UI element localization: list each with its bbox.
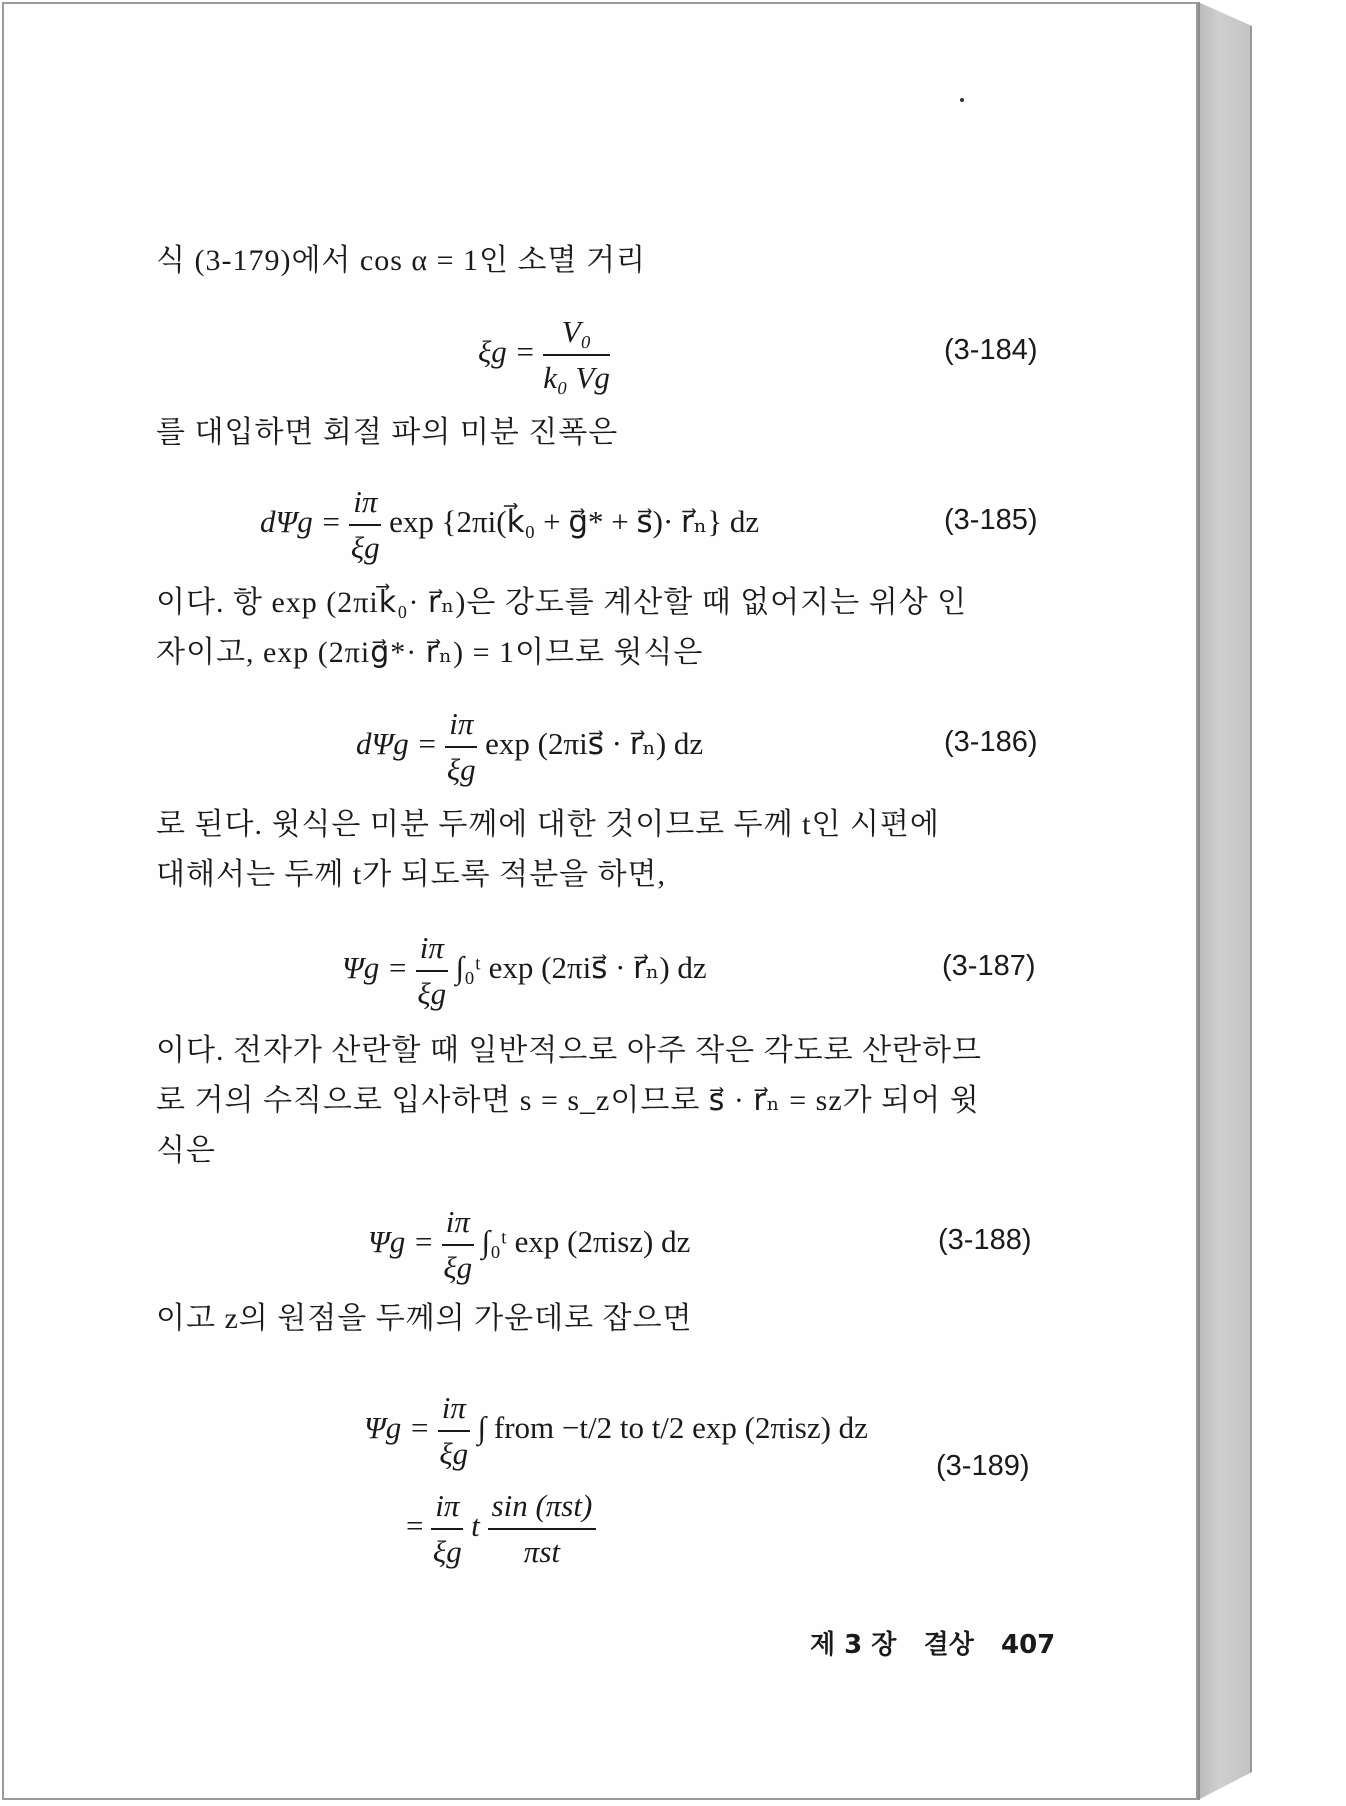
equation-factor: t [471,1508,480,1544]
fraction [543,312,610,398]
text-line: 대해서는 두께 t가 되도록 적분을 하면, [156,858,667,891]
numerator: iπ [438,1388,470,1432]
text-line: 식 (3-179)에서 cos α = 1인 소멸 거리 [156,244,646,277]
paragraph-1 [156,236,1042,286]
denominator: ξg [350,530,380,565]
fraction [445,704,477,790]
page-spine-line [1198,2,1200,1800]
text-line: 를 대입하면 회절 파의 미분 진폭은 [156,416,619,449]
chapter-title: 결상 [923,1630,974,1660]
equation-lhs: = [406,1508,424,1544]
fraction [349,482,381,568]
equation-lhs: Ψg = [342,950,408,986]
equation-rhs: exp (2πis⃗ · r⃗ₙ) dz [485,726,704,762]
equation-rhs: exp {2πi(k⃗₀ + g⃗* + s⃗)· r⃗ₙ} dz [389,504,760,540]
equation-3-185 [260,482,759,568]
equation-number: (3-189) [936,1450,1030,1482]
page-stack-edge [1198,2,1252,1800]
text-line: 식은 [156,1134,216,1167]
numerator: sin (πst) [488,1486,597,1530]
equation-3-189-line-2 [406,1486,596,1572]
numerator: iπ [349,482,381,526]
page-footer [810,1624,1055,1661]
equation-lhs: dΨg = [260,504,342,540]
equation-lhs: dΨg = [356,726,438,762]
equation-rhs: ∫₀ᵗ exp (2πisz) dz [481,1224,691,1260]
paragraph-4 [156,800,1042,900]
paragraph-3 [156,578,1042,678]
equation-rhs: ∫₀ᵗ exp (2πis⃗ · r⃗ₙ) dz [455,950,707,986]
text-line: 이고 z의 원점을 두께의 가운데로 잡으면 [156,1302,693,1335]
paragraph-6 [156,1294,1042,1344]
page-number: 407 [1000,1630,1056,1660]
text-line: 이다. 전자가 산란할 때 일반적으로 아주 작은 각도로 산란하므 [156,1034,982,1067]
numerator: iπ [445,704,477,748]
paragraph-5 [156,1026,1042,1176]
denominator: ξg [446,752,476,787]
text-line: 이다. 항 exp (2πik⃗₀· r⃗ₙ)은 강도를 계산할 때 없어지는 위상 인 [156,586,968,619]
equation-number: (3-187) [942,950,1036,982]
denominator: k₀ Vg [543,360,610,395]
fraction [438,1388,470,1474]
equation-3-189-line-1 [364,1388,868,1474]
text-line: 로 된다. 윗식은 미분 두께에 대한 것이므로 두께 t인 시편에 [156,808,940,841]
equation-lhs: ξg = [478,334,536,370]
equation-rhs: ∫ from −t/2 to t/2 exp (2πisz) dz [477,1410,868,1446]
equation-3-188 [368,1202,690,1288]
equation-number: (3-184) [944,334,1038,366]
text-line: 자이고, exp (2πig⃗*· r⃗ₙ) = 1이므로 윗식은 [156,636,704,669]
paragraph-2 [156,408,1042,458]
fraction [488,1486,597,1572]
fraction [431,1486,463,1572]
fraction [442,1202,474,1288]
equation-3-186 [356,704,703,790]
stray-dot [960,98,964,102]
denominator: πst [523,1534,561,1569]
numerator: iπ [416,928,448,972]
equation-3-184 [478,312,610,398]
numerator: iπ [442,1202,474,1246]
equation-3-187 [342,928,707,1014]
numerator: iπ [431,1486,463,1530]
denominator: ξg [417,976,447,1011]
equation-number: (3-185) [944,504,1038,536]
chapter-label: 제 3 장 [810,1630,897,1660]
denominator: ξg [432,1534,462,1569]
equation-number: (3-186) [944,726,1038,758]
denominator: ξg [443,1250,473,1285]
equation-number: (3-188) [938,1224,1032,1256]
denominator: ξg [439,1436,469,1471]
fraction [416,928,448,1014]
text-line: 로 거의 수직으로 입사하면 s = s_z이므로 s⃗ · r⃗ₙ = sz가 되어 윗 [156,1084,980,1117]
numerator: V₀ [543,312,610,356]
equation-lhs: Ψg = [364,1410,430,1446]
equation-lhs: Ψg = [368,1224,434,1260]
